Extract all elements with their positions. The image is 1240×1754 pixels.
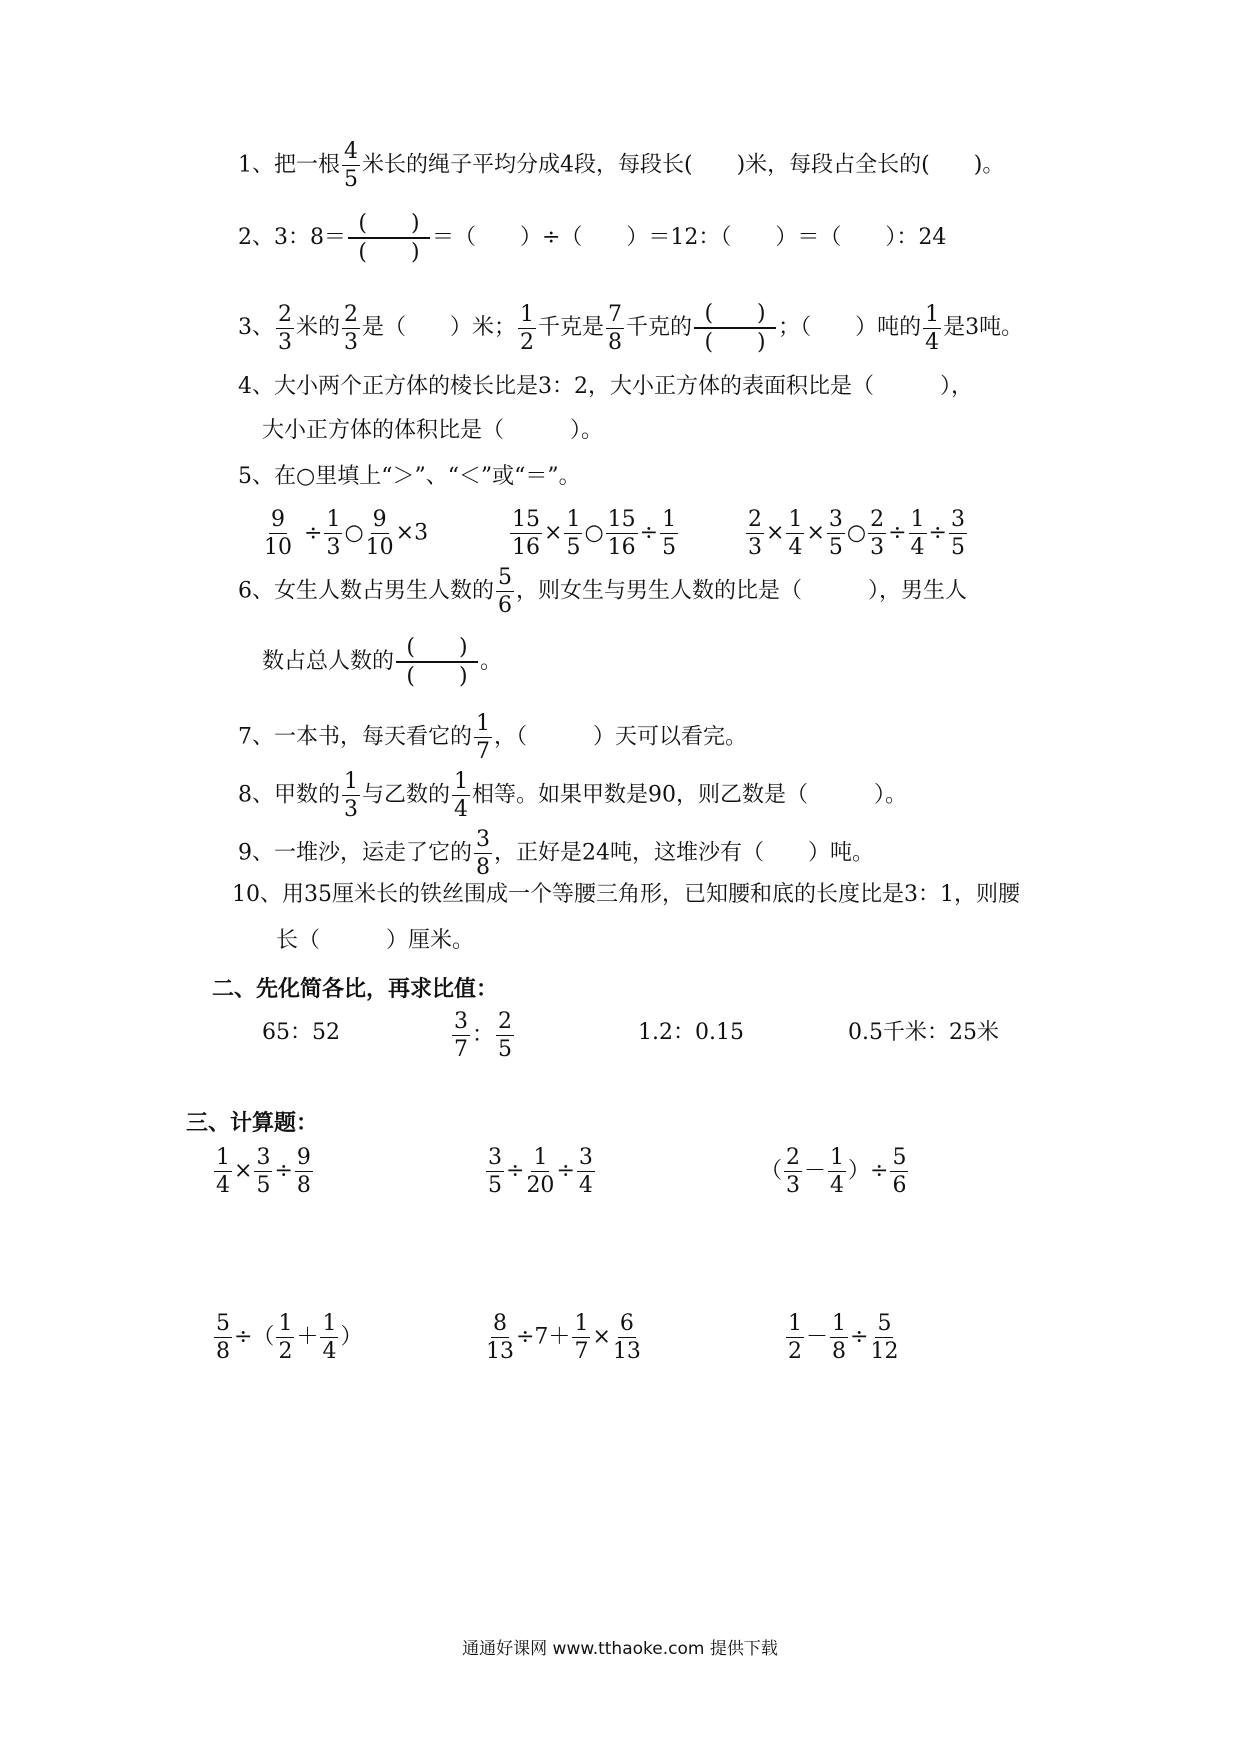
sec2-r2-frac-1 [452,1010,470,1061]
c4-op-2: ＋ [296,1324,319,1350]
c5-f3-num: 6 [618,1312,636,1338]
sec3-calc-5 [484,1312,643,1363]
q3-f1-num: 2 [276,303,294,329]
q5e2-f4-den: 5 [662,535,677,561]
c3-f3-num: 5 [890,1146,908,1172]
c1-frac-3 [295,1146,313,1197]
c5-frac-3 [613,1312,641,1363]
q5e3-f4-num: 2 [868,508,886,534]
q7-frac-den: 7 [476,739,490,765]
q3-f4-num: 7 [606,303,624,329]
q5e2-frac-1 [510,508,542,559]
q5e3-frac-3 [827,508,845,559]
q6-frac-den: 6 [498,593,512,619]
c6-f3-den: 12 [870,1339,899,1365]
q5e2-f3-num: 15 [606,508,638,534]
c1-f2-num: 3 [254,1146,272,1172]
c5-frac-1 [486,1312,514,1363]
sec2-ratio-4: 0.5千米：25米 [848,1020,999,1045]
c6-op-1: － [806,1324,829,1350]
q1-text-b: 米长的绳子平均分成4段，每段长( )米，每段占全长的( )。 [362,152,1005,178]
c4-f3-den: 4 [322,1339,337,1365]
q7-fraction [474,712,492,763]
c6-f2-num: 1 [830,1312,848,1338]
c6-f1-num: 1 [786,1312,804,1338]
c4-right-paren: ） [340,1324,363,1350]
q1-frac-num: 4 [342,140,360,166]
question-9 [238,828,874,879]
q8-text-a: 8、甲数的 [238,782,340,808]
q3-f5-num: 1 [923,303,941,329]
footer-credit: 通通好课网 www.tthaoke.com 提供下载 [462,1639,778,1659]
q5e3-f6-num: 3 [949,508,967,534]
c1-frac-2 [254,1146,272,1197]
q5e2-f3-den: 16 [607,535,636,561]
sec2-ratio-3: 1.2：0.15 [638,1020,744,1045]
q3-text-4: 千克的 [626,315,693,341]
c3-f3-den: 6 [892,1173,907,1199]
q3-f4-den: 8 [608,329,623,355]
q5e1-frac-1 [264,508,292,559]
c5-frac-2 [572,1312,590,1363]
q5e2-f4-num: 1 [660,508,678,534]
c4-op-1: ÷（ [234,1324,275,1350]
section-3-title: 三、计算题： [186,1111,319,1136]
q5e3-op-1: × [766,520,785,546]
q2-blank-den: ( ) [358,240,420,266]
q5e2-frac-2 [564,508,582,559]
c3-op-1: － [804,1158,827,1184]
q2-text-b: ＝（ ）÷（ ）＝12：（ ）＝（ ）：24 [432,225,947,251]
c6-f2-den: 8 [832,1339,847,1365]
q5e3-op-4: ÷ [928,520,947,546]
c3-f2-den: 4 [830,1173,845,1199]
c6-op-2: ÷ [850,1324,869,1350]
q6-blank-den: ( ) [406,664,468,690]
question-4-line-1: 4、大小两个正方体的棱长比是3：2，大小正方体的表面积比是（ ）， [238,374,973,399]
c4-f3-num: 1 [320,1312,338,1338]
q3-text-3: 千克是 [538,315,605,341]
c3-frac-1 [784,1146,802,1197]
q3-text-6: 是3吨。 [943,315,1024,341]
question-1 [238,140,1004,191]
q6-text-a: 6、女生人数占男生人数的 [238,578,494,604]
q5e2-compare-circle: ○ [584,520,604,546]
question-3 [238,302,1023,354]
q5e3-frac-5 [909,508,927,559]
q8-f1-den: 3 [344,797,358,823]
sec2-ratio-1: 65：52 [262,1020,340,1045]
question-7 [238,712,747,763]
q3-f3-den: 2 [520,329,535,355]
q5-expression-2 [508,508,680,559]
c4-frac-2 [276,1312,294,1363]
q5e2-frac-4 [660,508,678,559]
q5e3-frac-6 [949,508,967,559]
q6-text-line2: 数占总人数的 [262,649,395,675]
c3-f2-num: 1 [828,1146,846,1172]
q5e2-op-1: × [544,520,563,546]
q5e1-op-1: ÷ [304,520,323,546]
q3-frac-2 [342,303,360,354]
q5-expression-3 [744,508,969,559]
c2-op-2: ÷ [556,1158,575,1184]
q3-f1-den: 3 [278,329,292,355]
c2-f2-num: 1 [531,1146,549,1172]
q3-f2-den: 3 [344,329,359,355]
c1-op-1: × [234,1158,253,1184]
q6-blank-fraction [396,636,478,688]
q3-frac-3 [518,303,536,354]
q3-frac-5 [923,303,941,354]
q5e3-frac-1 [746,508,764,559]
c5-op-1: ÷7＋ [516,1324,571,1350]
q3-frac-4 [606,303,624,354]
q7-text-b: ，（ ）天可以看完。 [494,724,748,750]
c2-f1-num: 3 [486,1146,504,1172]
q2-blank-num: ( ) [348,212,430,239]
sec2-r2-f1-den: 7 [454,1037,468,1063]
c1-f1-num: 1 [214,1146,232,1172]
c5-op-2: × [592,1324,611,1350]
c4-frac-1 [214,1312,232,1363]
c3-frac-2 [828,1146,846,1197]
q3-frac-1 [276,303,294,354]
q6-blank-num: ( ) [396,636,478,663]
q5e2-f1-num: 15 [510,508,542,534]
q8-text-c: 相等。如果甲数是90，则乙数是（ ）。 [472,782,908,808]
q5e3-f6-den: 5 [950,535,965,561]
sec2-r2-f2-den: 5 [498,1037,513,1063]
sec2-r2-f2-num: 2 [496,1010,514,1036]
q2-blank-fraction [348,212,430,264]
q5e1-f2-num: 1 [324,508,342,534]
sec3-calc-2 [484,1146,597,1197]
q8-f1-num: 1 [342,770,360,796]
q9-text-a: 9、一堆沙，运走了它的 [238,840,472,866]
c5-f2-den: 7 [574,1339,589,1365]
c1-f2-den: 5 [256,1173,271,1199]
q5e3-f5-den: 4 [910,535,925,561]
q3-text-5: ；（ ）吨的 [778,315,922,341]
c1-op-2: ÷ [274,1158,293,1184]
question-10-line-1: 10、用35厘米长的铁丝围成一个等腰三角形，已知腰和底的长度比是3：1，则腰 [232,882,1020,907]
q5e3-f3-den: 5 [828,535,843,561]
section-2-title: 二、先化简各比，再求比值： [212,977,499,1002]
q5-expression-1 [262,508,428,559]
q9-fraction [474,828,492,879]
c3-frac-3 [890,1146,908,1197]
c3-f1-den: 3 [786,1173,801,1199]
c4-f2-den: 2 [278,1339,293,1365]
q9-frac-num: 3 [474,828,492,854]
sec3-calc-1 [212,1146,315,1197]
c6-f3-num: 5 [875,1312,893,1338]
c2-frac-3 [577,1146,595,1197]
c5-f2-num: 1 [572,1312,590,1338]
q1-text-a: 把一根 [274,152,341,178]
q5e3-f1-den: 3 [748,535,762,561]
c3-right-paren: ）÷ [848,1158,889,1184]
q5e1-f2-den: 3 [326,535,341,561]
q6-frac-num: 5 [496,566,514,592]
c3-left-paren: （ [760,1158,783,1184]
q8-fraction-2 [452,770,470,821]
q5e1-f1-den: 10 [264,535,292,561]
q5e2-frac-3 [606,508,638,559]
c2-f3-den: 4 [578,1173,593,1199]
q5e3-f2-num: 1 [786,508,804,534]
q5e2-f2-den: 5 [566,535,581,561]
q5e1-f1-num: 9 [269,508,287,534]
q3-blank-fraction [694,302,776,354]
q5e3-frac-4 [868,508,886,559]
sec2-r2-f1-num: 3 [452,1010,470,1036]
q5e3-f4-den: 3 [870,535,885,561]
c4-f1-num: 5 [214,1312,232,1338]
q1-frac-den: 5 [344,167,359,193]
q9-frac-den: 8 [476,855,490,881]
c2-frac-1 [486,1146,504,1197]
c5-f3-den: 13 [612,1339,641,1365]
q5e2-f2-num: 1 [564,508,582,534]
q5e3-f1-num: 2 [746,508,764,534]
c6-frac-3 [870,1312,898,1363]
q8-f2-num: 1 [452,770,470,796]
q5e2-op-2: ÷ [639,520,659,546]
q5e1-frac-2 [324,508,342,559]
q5e1-tail: ×3 [395,520,429,546]
c1-f3-den: 8 [296,1173,311,1199]
q9-text-b: ，正好是24吨，这堆沙有（ ）吨。 [494,840,874,866]
question-6-line-1 [238,566,967,617]
c2-f1-den: 5 [488,1173,502,1199]
q5e3-f3-num: 3 [827,508,845,534]
sec2-r2-sep: ： [472,1022,495,1048]
q8-text-b: 与乙数的 [362,782,451,808]
sec3-calc-6 [784,1312,900,1363]
q5e3-f2-den: 4 [788,535,803,561]
c6-frac-2 [830,1312,848,1363]
q7-text-a: 7、一本书，每天看它的 [238,724,472,750]
q3-number: 3、 [238,315,274,341]
sec2-r2-frac-2 [496,1010,514,1061]
q3-f5-den: 4 [925,329,940,355]
c1-f3-num: 9 [295,1146,313,1172]
q8-f2-den: 4 [454,797,469,823]
c2-op-1: ÷ [506,1158,525,1184]
q5e1-frac-3 [366,508,394,559]
q5e3-op-2: × [806,520,825,546]
q5e3-frac-2 [786,508,804,559]
q6-fraction [496,566,514,617]
sec3-calc-3 [760,1146,910,1197]
c4-frac-3 [320,1312,338,1363]
q3-text-2: 是（ ）米； [362,315,517,341]
q5e3-f5-num: 1 [909,508,927,534]
q5e3-compare-circle: ○ [846,520,867,546]
question-4-line-2: 大小正方体的体积比是（ ）。 [262,418,604,443]
q6-text-b: ，则女生与男生人数的比是（ ），男生人 [516,578,968,604]
question-8 [238,770,907,821]
question-5-title: 5、在○里填上“＞”、“＜”或“＝”。 [238,464,581,489]
c1-frac-1 [214,1146,232,1197]
c2-f2-den: 20 [526,1173,555,1199]
q5e3-op-3: ÷ [888,520,907,546]
q1-fraction [342,140,360,191]
q3-blank-den: ( ) [704,330,766,356]
sec2-ratio-2 [450,1010,516,1061]
c2-frac-2 [526,1146,554,1197]
q5e1-f3-den: 10 [365,535,394,561]
question-10-line-2: 长（ ）厘米。 [276,928,475,953]
q2-text-a: 2、3：8＝ [238,225,346,251]
c4-f1-den: 8 [216,1339,230,1365]
q6-end: 。 [480,649,503,675]
c2-f3-num: 3 [577,1146,595,1172]
c6-frac-1 [786,1312,804,1363]
c1-f1-den: 4 [216,1173,230,1199]
q1-number: 1、 [238,152,274,178]
c3-f1-num: 2 [784,1146,802,1172]
sec3-calc-4 [212,1312,362,1363]
c4-f2-num: 1 [276,1312,294,1338]
q3-f3-num: 1 [518,303,536,329]
c5-f1-den: 13 [486,1339,514,1365]
q5e2-f1-den: 16 [512,535,540,561]
c5-f1-num: 8 [491,1312,509,1338]
q8-fraction-1 [342,770,360,821]
q5e1-compare-circle: ○ [344,520,364,546]
c6-f1-den: 2 [788,1339,802,1365]
q7-frac-num: 1 [474,712,492,738]
q3-blank-num: ( ) [694,302,776,329]
q3-f2-num: 2 [342,303,360,329]
q5e1-f3-num: 9 [371,508,389,534]
question-6-line-2 [262,636,502,688]
q3-text-1: 米的 [296,315,341,341]
question-2 [238,212,946,264]
